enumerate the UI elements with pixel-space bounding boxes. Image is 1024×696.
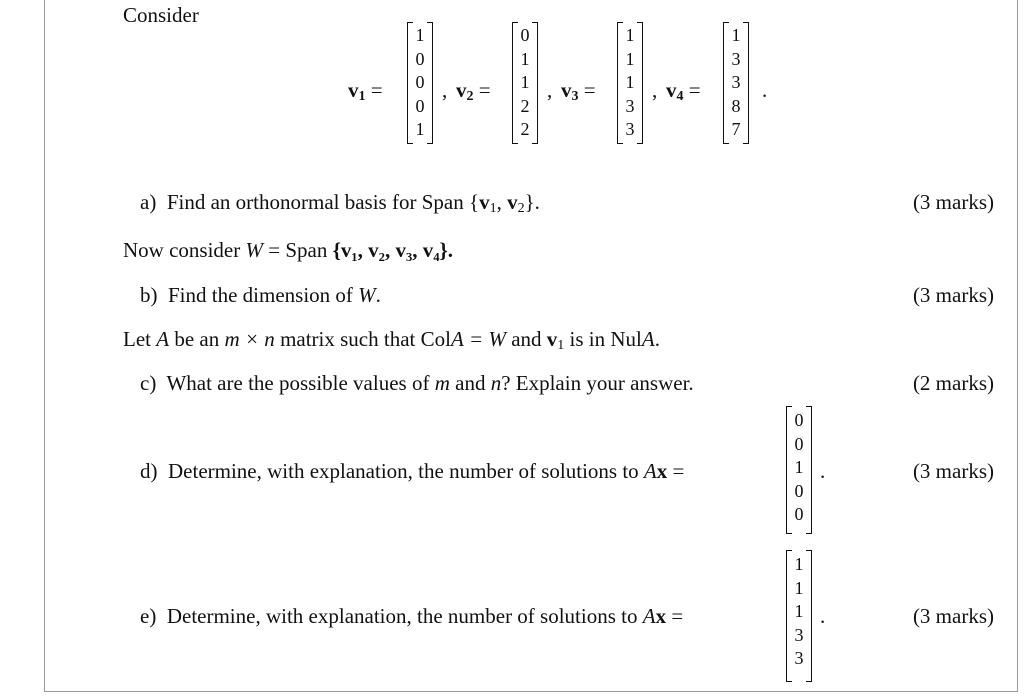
part-d-vector <box>786 406 812 534</box>
v1-entry: 0 <box>415 72 425 92</box>
now-consider-text: Now consider W = Span {v₁, v₂, v₃, v₄}. <box>123 238 454 262</box>
part-a-marks: (3 marks) <box>912 190 994 214</box>
v1-label: $v_1$ = <box>348 78 383 104</box>
v2-sep: , <box>547 78 553 102</box>
part-d-question: d) Determine, with explanation, the number of solutions to Ax = <box>140 459 685 483</box>
part-e-dot: . <box>820 604 826 628</box>
part-d-dot: . <box>820 459 826 483</box>
v1-entry: 0 <box>415 48 425 69</box>
v3-entry: 1 <box>625 72 635 92</box>
part-e-question: e) Determine, with explanation, the number of solutions to Ax = <box>140 604 684 628</box>
v1-sep: , <box>442 78 448 102</box>
part-d-entry: 1 <box>794 457 804 477</box>
part-e-entry: 1 <box>794 554 804 574</box>
part-e-entry: 1 <box>794 577 804 598</box>
v2-entry: 0 <box>520 25 530 45</box>
v3-label: $v_3$ = <box>561 78 596 104</box>
v2-entry: 1 <box>520 72 530 92</box>
part-e-marks: (3 marks) <box>912 604 994 628</box>
part-e-vector <box>786 550 812 682</box>
v1-matrix <box>407 22 433 144</box>
v4-sep: . <box>762 78 768 102</box>
v4-entry: 3 <box>731 48 741 69</box>
part-b-marks: (3 marks) <box>912 283 994 307</box>
v3-sep: , <box>652 78 658 102</box>
v1-entry: 1 <box>415 119 425 139</box>
v4-matrix <box>723 22 749 144</box>
part-e-entry: 1 <box>794 601 804 621</box>
v1-entry: 0 <box>415 95 425 116</box>
v4-entry: 8 <box>731 95 741 116</box>
let-a-text: Let A be an m × n matrix such that ColA = W and $v_1$ is in NulA. <box>123 327 660 353</box>
v2-entry: 2 <box>520 119 530 139</box>
v4-entry: 1 <box>731 25 741 45</box>
v2-entry: 2 <box>520 95 530 116</box>
part-e-entry: 3 <box>794 648 804 668</box>
v3-entry: 1 <box>625 48 635 69</box>
v2-label: $v_2$ = <box>456 78 491 104</box>
part-d-marks: (3 marks) <box>912 459 994 483</box>
v3-matrix <box>617 22 643 144</box>
part-a-question: a) Find an orthonormal basis for Span {$v_1$, $v_2$}. <box>140 190 540 216</box>
part-d-entry: 0 <box>794 410 804 430</box>
v3-entry: 1 <box>625 25 635 45</box>
part-d-entry: 0 <box>794 433 804 454</box>
intro-text: Consider <box>123 3 199 27</box>
part-b-question: b) Find the dimension of W. <box>140 283 381 307</box>
v2-matrix <box>512 22 538 144</box>
v3-entry: 3 <box>625 95 635 116</box>
v1-entry: 1 <box>415 25 425 45</box>
v4-entry: 7 <box>731 119 741 139</box>
part-c-question: c) What are the possible values of m and n? Explain your answer. <box>140 371 694 395</box>
v3-entry: 3 <box>625 119 635 139</box>
part-c-marks: (2 marks) <box>912 371 994 395</box>
part-d-entry: 0 <box>794 504 804 524</box>
v4-entry: 3 <box>731 72 741 92</box>
v4-label: $v_4$ = <box>666 78 701 104</box>
part-d-entry: 0 <box>794 480 804 501</box>
part-e-entry: 3 <box>794 624 804 645</box>
v2-entry: 1 <box>520 48 530 69</box>
